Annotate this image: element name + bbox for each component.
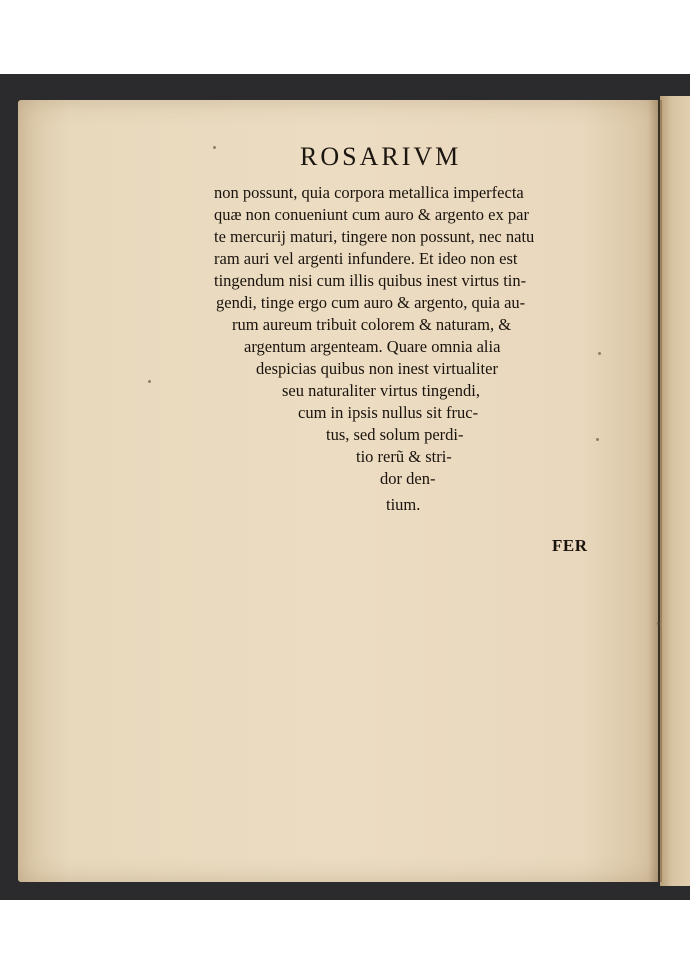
text-line: gendi, tinge ergo cum auro & argento, quia au- (216, 293, 526, 312)
ink-speck (596, 438, 599, 441)
text-line: te mercurij maturi, tingere non possunt, nec natu (214, 227, 535, 246)
text-line: dor den- (380, 469, 436, 488)
text-line: tingendum nisi cum illis quibus inest virtus tin- (214, 271, 527, 290)
text-line: seu naturaliter virtus tingendi, (282, 381, 480, 400)
facing-page-edge (660, 96, 690, 886)
ink-speck (213, 146, 216, 149)
text-line: quæ non conueniunt cum auro & argento ex par (214, 205, 529, 224)
ink-speck (657, 622, 660, 625)
text-line: tium. (386, 495, 421, 514)
text-line: rum aureum tribuit colorem & naturam, & (232, 315, 512, 334)
text-line: ram auri vel argenti infundere. Et ideo non est (214, 249, 518, 268)
catchword: FER (552, 536, 588, 555)
text-line: tus, sed solum perdi- (326, 425, 464, 444)
text-line: tio rerũ & stri- (356, 447, 452, 466)
page-gutter-shadow (648, 100, 662, 882)
text-line: despicias quibus non inest virtualiter (256, 359, 498, 378)
ink-speck (148, 380, 151, 383)
running-head: ROSARIVM (300, 142, 462, 171)
text-line: argentum argenteam. Quare omnia alia (244, 337, 501, 356)
ink-speck (598, 352, 601, 355)
text-line: cum in ipsis nullus sit fruc- (298, 403, 479, 422)
text-line: non possunt, quia corpora metallica imperfecta (214, 183, 524, 202)
